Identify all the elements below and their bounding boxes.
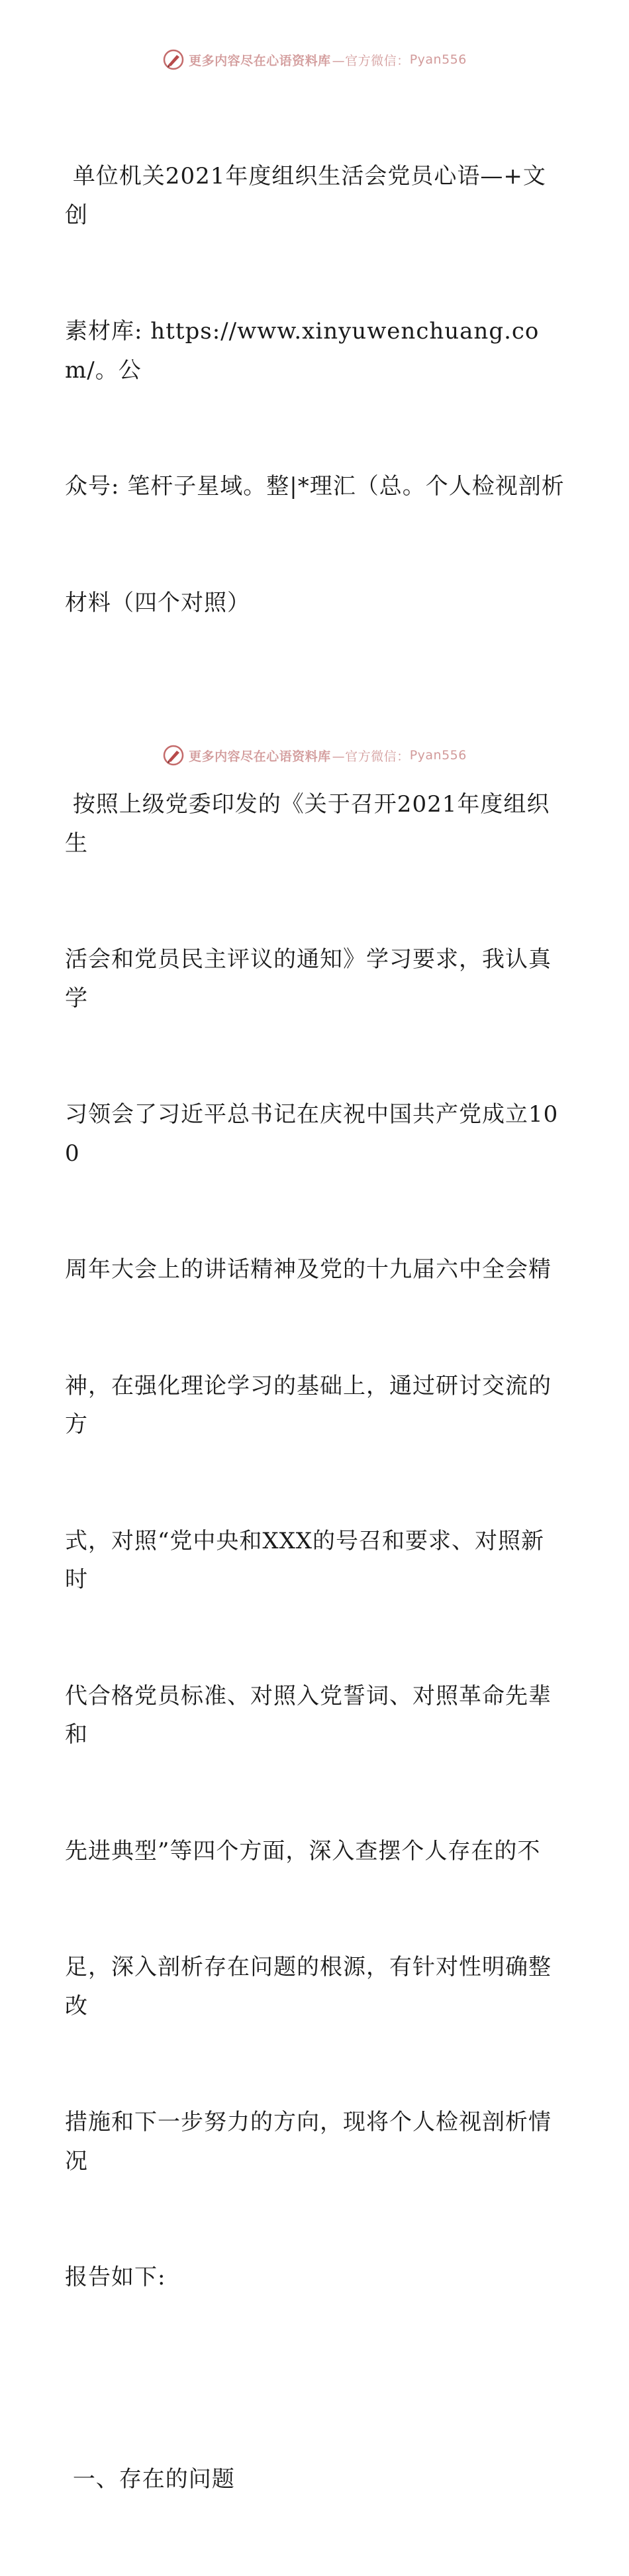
text-line: 材料（四个对照） [65, 584, 565, 623]
text-line: 众号: 笔杆子星域。整|*理汇（总。个人检视剖析 [65, 467, 565, 506]
intro-paragraph [65, 708, 565, 2375]
text-line: 代合格党员标准、对照入党誓词、对照革命先辈和 [65, 1677, 565, 1754]
pen-circle-logo-icon [162, 744, 185, 767]
watermark-wechat-id: Pyan556 [410, 748, 467, 763]
footer-watermark [0, 742, 629, 769]
header-watermark [0, 46, 629, 73]
text-line: 按照上级党委印发的《关于召开2021年度组织生 [65, 785, 565, 863]
text-line: 活会和党员民主评议的通知》学习要求，我认真学 [65, 940, 565, 1018]
watermark-side-text: —官方微信： [332, 51, 410, 69]
watermark-main-text: 更多内容尽在心语资料库 [189, 51, 331, 69]
text-line: 单位机关2021年度组织生活会党员心语—+文创 [65, 157, 565, 235]
text-line: 先进典型”等四个方面，深入查摆个人存在的不 [65, 1832, 565, 1871]
text-line: 一、存在的问题 [65, 2460, 565, 2499]
text-line: 报告如下: [65, 2258, 565, 2297]
text-line: 式，对照“党中央和XXX的号召和要求、对照新时 [65, 1522, 565, 1599]
section-heading [65, 2383, 565, 2576]
pen-circle-logo-icon [162, 48, 185, 71]
watermark-main-text: 更多内容尽在心语资料库 [189, 747, 331, 765]
text-line: 神，在强化理论学习的基础上，通过研讨交流的方 [65, 1367, 565, 1444]
text-line: 素材库: https://www.xinyuwenchuang.com/。公 [65, 312, 565, 390]
text-line: 措施和下一步努力的方向，现将个人检视剖析情况 [65, 2103, 565, 2180]
text-line: 周年大会上的讲话精神及党的十九届六中全会精 [65, 1250, 565, 1289]
text-line: 足，深入剖析存在问题的根源，有针对性明确整改 [65, 1948, 565, 2025]
title-paragraph [65, 80, 565, 700]
document-body [65, 80, 565, 2576]
watermark-wechat-id: Pyan556 [410, 52, 467, 67]
text-line: 习领会了习近平总书记在庆祝中国共产党成立100 [65, 1095, 565, 1173]
watermark-side-text: —官方微信： [332, 747, 410, 765]
